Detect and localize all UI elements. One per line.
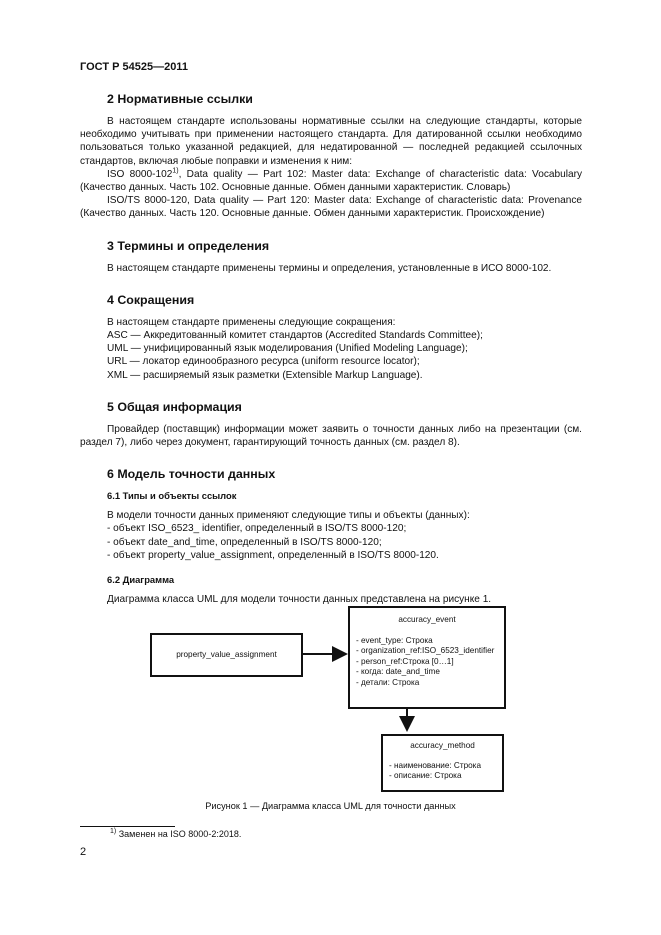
reference-text: , Data quality — Part 102: Master data: Exchange of characteristic data: Vocabulary (Качество данных. Часть 102. Основные данные. Обмен данными характеристик. Словарь) — [80, 168, 582, 194]
class-attribute: - organization_ref:ISO_6523_identifier — [356, 646, 495, 655]
section-title: 4 Сокращения — [107, 292, 195, 307]
reference-code: ISO 8000-102 — [107, 168, 173, 180]
paragraph: В настоящем стандарте применены следующие сокращения: — [107, 316, 396, 328]
abbreviation-item: XML — расширяемый язык разметки (Extensible Markup Language). — [107, 369, 423, 381]
reference-item — [80, 168, 582, 194]
footnote-divider — [80, 826, 175, 827]
section-title: 2 Нормативные ссылки — [107, 92, 253, 106]
paragraph: Диаграмма класса UML для модели точности данных представлена на рисунке 1. — [107, 594, 492, 606]
paragraph: Провайдер (поставщик) информации может заявить о точности данных либо на презентации (см. раздел 7), либо через документ, гарантирующий точность данных (см. раздел 8). — [80, 423, 582, 449]
class-attribute: - когда: date_and_time — [356, 667, 440, 676]
footnote-text: Заменен на ISO 8000-2:2018. — [116, 829, 242, 839]
reference-item: ISO/TS 8000-120, Data quality — Part 120: Master data: Exchange of characteristic data: Provenance (Качество данных. Часть 120. Основные данные. Обмен данными характеристик. Происхождение) — [80, 195, 582, 220]
paragraph: В настоящем стандарте применены термины и определения, установленные в ИСО 8000-102. — [107, 262, 552, 274]
class-name: accuracy_method — [410, 741, 475, 750]
class-attributes — [383, 761, 502, 782]
class-attribute: - детали: Строка — [356, 677, 420, 687]
section-accuracy-model — [80, 467, 582, 606]
list-item: - объект property_value_assignment, определенный в ISO/TS 8000-120. — [107, 549, 439, 561]
abbreviation-item: URL — локатор единообразного ресурса (uniform resource locator); — [107, 356, 420, 368]
uml-class-accuracy-method — [381, 734, 504, 792]
class-attribute: - описание: Строка — [389, 771, 462, 780]
class-name: accuracy_event — [398, 615, 456, 624]
list-item: - объект date_and_time, определенный в ISO/TS 8000-120; — [107, 536, 382, 548]
footnote — [110, 829, 241, 839]
section-terms — [80, 239, 582, 275]
section-abbreviations — [80, 293, 582, 382]
uml-class-property-value-assignment — [150, 633, 303, 677]
subsection-types — [80, 490, 582, 562]
subsection-title: 6.1 Типы и объекты ссылок — [107, 490, 237, 502]
section-title: 6 Модель точности данных — [107, 467, 276, 482]
section-normative-references — [80, 92, 582, 221]
subsection-diagram — [80, 574, 582, 606]
uml-diagram — [150, 606, 510, 786]
class-attribute: - наименование: Строка — [389, 760, 482, 770]
page-number: 2 — [80, 846, 87, 858]
class-attribute: - person_ref:Строка [0…1] — [356, 656, 454, 666]
footnote-ref: 1) — [172, 167, 179, 175]
class-attributes — [350, 636, 504, 689]
subsection-title: 6.2 Диаграмма — [107, 574, 175, 586]
figure-caption: Рисунок 1 — Диаграмма класса UML для точности данных — [205, 801, 456, 811]
document-header: ГОСТ Р 54525—2011 — [80, 61, 188, 73]
paragraph: В настоящем стандарте использованы нормативные ссылки на следующие стандарты, которые необходимо учитывать при применении настоящего стандарта. Для датированной ссылки необходимо пользоваться только указанной редакцией, для недатированной — последней редакцией ссылочных стандартов, включая любые поправки и изменения к ним: — [80, 116, 582, 167]
paragraph: В модели точности данных применяют следующие типы и объекты (данных): — [107, 510, 470, 522]
class-attribute: - event_type: Строка — [356, 635, 433, 645]
abbreviation-item: UML — унифицированный язык моделирования (Unified Modeling Language); — [107, 343, 468, 355]
abbreviation-item: ASC — Аккредитованный комитет стандартов (Accredited Standards Committee); — [107, 330, 483, 342]
class-name: property_value_assignment — [176, 650, 277, 659]
section-title: 3 Термины и определения — [107, 238, 270, 253]
document-body — [80, 92, 582, 606]
section-general-info — [80, 400, 582, 449]
uml-class-accuracy-event — [348, 606, 506, 709]
list-item: - объект ISO_6523_ identifier, определенный в ISO/TS 8000-120; — [107, 523, 407, 535]
section-title: 5 Общая информация — [107, 399, 242, 414]
footnote-mark: 1) — [110, 828, 117, 835]
